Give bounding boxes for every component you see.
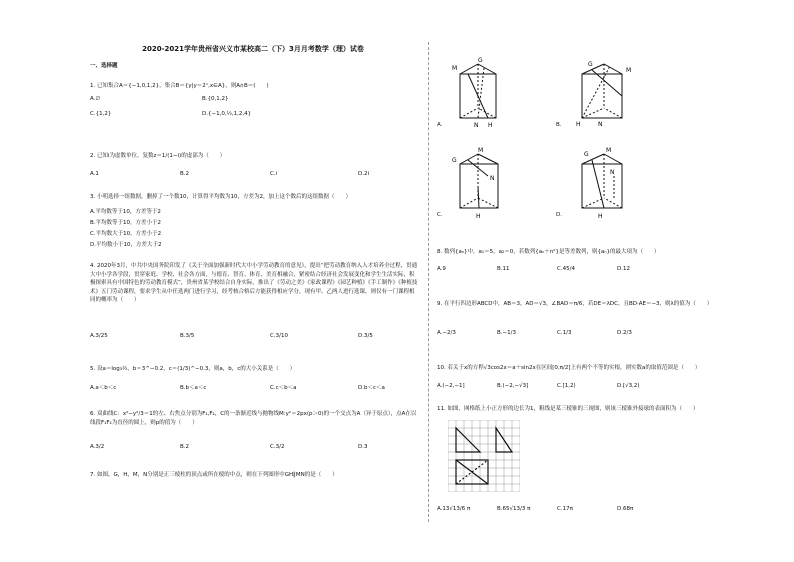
q9-option-a: A.−2/3 [437, 330, 456, 336]
q5-option-c: C.c＜b＜a [270, 385, 297, 391]
q11-option-a: A.13√13/6 π [437, 506, 471, 512]
q6-option-b: B.2 [180, 444, 190, 450]
q7-figure-a [448, 56, 508, 132]
question-4: 4. 2020年3月，中共中央国务院印发了《关于全面加强新时代大中小学劳动教育的意见》，提出“把劳动教育纳入人才培养全过程，贯通大中小学各学段，贯穿家庭、学校、社会各方面，与德育、智育、体育、美育相融合，紧密结合经济社会发展变化和学生生活实际，积极探索具有中国特色的劳动教育模式”，贵州省某学校结合自身实际，推出了《劳动之美》《家政课程》《园艺种植》《手工制作》《种植技术》五门劳动课程，要求学生从中任选两门进行学习，经考核合格后方能获得相应学分，现有甲、乙两人进行选课，则仅有一门课程相同的概率为（ ） [90, 263, 418, 303]
section-heading: 一、选择题 [90, 63, 118, 69]
q7-figure-d [570, 146, 640, 226]
q5-option-b: B.b＜a＜c [180, 385, 207, 391]
question-11: 11. 如图，网格纸上小正方形的边长为1，粗线是某三棱锥的三视图，则该三棱锥外接球的表面积为（ ） [437, 406, 699, 412]
svg-text:H: H [476, 213, 481, 220]
svg-text:H: H [598, 213, 603, 220]
q7-option-a: A. [437, 122, 443, 128]
svg-text:N: N [490, 175, 495, 182]
svg-text:N: N [598, 121, 603, 128]
q11-option-b: B.65√13/3 π [497, 506, 531, 512]
question-3: 3. 小明选择一组数据，删掉了一个数10，计算得平均数为10，方差为2，加上这个数后的这组数据（ ） [90, 194, 351, 200]
q1-option-a: A.∅ [90, 96, 101, 102]
question-1: 1. 已知集合A＝{−1,0,1,2}，集合B＝{y|y＝2ˣ,x∈A}，则A∩B＝( ) [90, 83, 269, 89]
q7-option-d: D. [556, 212, 562, 218]
q9-option-c: C.1/3 [557, 330, 572, 336]
q2-option-c: C.i [270, 171, 278, 177]
q6-option-d: D.3 [358, 444, 368, 450]
q7a-label-g: G [478, 57, 483, 64]
svg-text:N: N [610, 169, 615, 176]
svg-text:G: G [584, 151, 589, 158]
q10-option-d: D.[√3,2) [617, 383, 640, 389]
q5-option-d: D.b＜c＜a [358, 385, 385, 391]
q2-option-d: D.2i [358, 171, 370, 177]
q7a-label-h: H [488, 122, 493, 128]
q4-option-d: D.3/5 [358, 333, 373, 339]
q7-figure-b [570, 56, 640, 132]
q7-option-b: B. [556, 122, 562, 128]
question-8: 8. 数列{aₙ}中，a₁＝5，a₂＝0，若数列{aₙ＋n²}是等差数列，则{aₙ}的最大项为（ ） [437, 249, 660, 255]
q7a-label-m: M [452, 65, 458, 72]
q6-option-c: C.3/2 [270, 444, 285, 450]
q7-option-c: C. [437, 212, 443, 218]
q3-option-a: A.平均数等于10，方差等于2 [90, 209, 161, 215]
svg-text:M: M [478, 147, 484, 154]
q10-option-c: C.[1,2) [557, 383, 576, 389]
q10-option-a: A.(−2,−1] [437, 383, 465, 389]
question-9: 9. 在平行四边形ABCD中，AB＝3，AD＝√3，∠BAD＝π/6，若DE＝λDC，且BD·AE＝−3，则λ的值为（ ） [437, 301, 713, 307]
question-10: 10. 若关于x的方程√3cos2x＝a＋sin2x在区间[0,π/2]上有两个不等的实根，则实数a的取值范围是（ ） [437, 365, 701, 371]
svg-text:G: G [452, 157, 457, 164]
q6-option-a: A.3/2 [90, 444, 105, 450]
q8-option-d: D.12 [617, 266, 630, 272]
q11-option-d: D.68π [617, 506, 634, 512]
q11-three-view-grid [448, 420, 520, 496]
q5-option-a: A.a＜b＜c [90, 385, 117, 391]
q1-option-b: B.{0,1,2} [202, 96, 229, 102]
question-6: 6. 双曲线C：x²−y²/3＝1的左、右焦点分别为F₁,F₂，C的一条渐近线与抛物线M:y²＝2px(p＞0)的一个交点为A（异于原点），点A在以线段F₁F₂为直径的圆上，则p的值为（ ） [90, 411, 417, 426]
q3-option-c: C.平均数大于10，方差小于2 [90, 231, 162, 237]
svg-text:M: M [626, 67, 632, 74]
question-7: 7. 如图，G，H，M，N分别是正三棱柱的顶点或所在棱的中点，则在下列图形中GH∥MN的是（ ） [90, 472, 338, 478]
q8-option-c: C.45/4 [557, 266, 575, 272]
q10-option-b: B.(−2,−√3] [497, 383, 529, 389]
svg-text:G: G [588, 61, 593, 68]
q1-option-d: D.{−1,0,½,1,2,4} [202, 111, 252, 117]
q2-option-a: A.1 [90, 171, 99, 177]
q8-option-a: A.9 [437, 266, 446, 272]
q9-option-b: B.−1/3 [497, 330, 516, 336]
svg-text:M: M [606, 147, 612, 154]
q8-option-b: B.11 [497, 266, 510, 272]
svg-text:H: H [576, 121, 581, 128]
q4-option-b: B.3/5 [180, 333, 195, 339]
q9-option-d: D.2/3 [617, 330, 632, 336]
q2-option-b: B.2 [180, 171, 190, 177]
q11-option-c: C.17π [557, 506, 573, 512]
q1-option-c: C.{1,2} [90, 111, 112, 117]
q3-option-d: D.平均数小于10，方差大于2 [90, 242, 162, 248]
q7a-label-n: N [474, 122, 479, 128]
q3-option-b: B.平均数等于10，方差小于2 [90, 220, 162, 226]
question-5: 5. 设a＝log₃½，b＝3^−0.2，c＝(1/3)^−0.3，则a，b，c的大小关系是（ ） [90, 366, 296, 372]
exam-title: 2020-2021学年贵州省兴义市某校高二（下）3月月考数学（理）试卷 [142, 45, 364, 53]
q7-figure-c [448, 146, 510, 226]
column-divider [428, 42, 429, 522]
question-2: 2. 已知i为虚数单位，复数z＝1/(1−i)的虚部为（ ） [90, 153, 226, 159]
q4-option-a: A.3/25 [90, 333, 108, 339]
q4-option-c: C.3/10 [270, 333, 288, 339]
